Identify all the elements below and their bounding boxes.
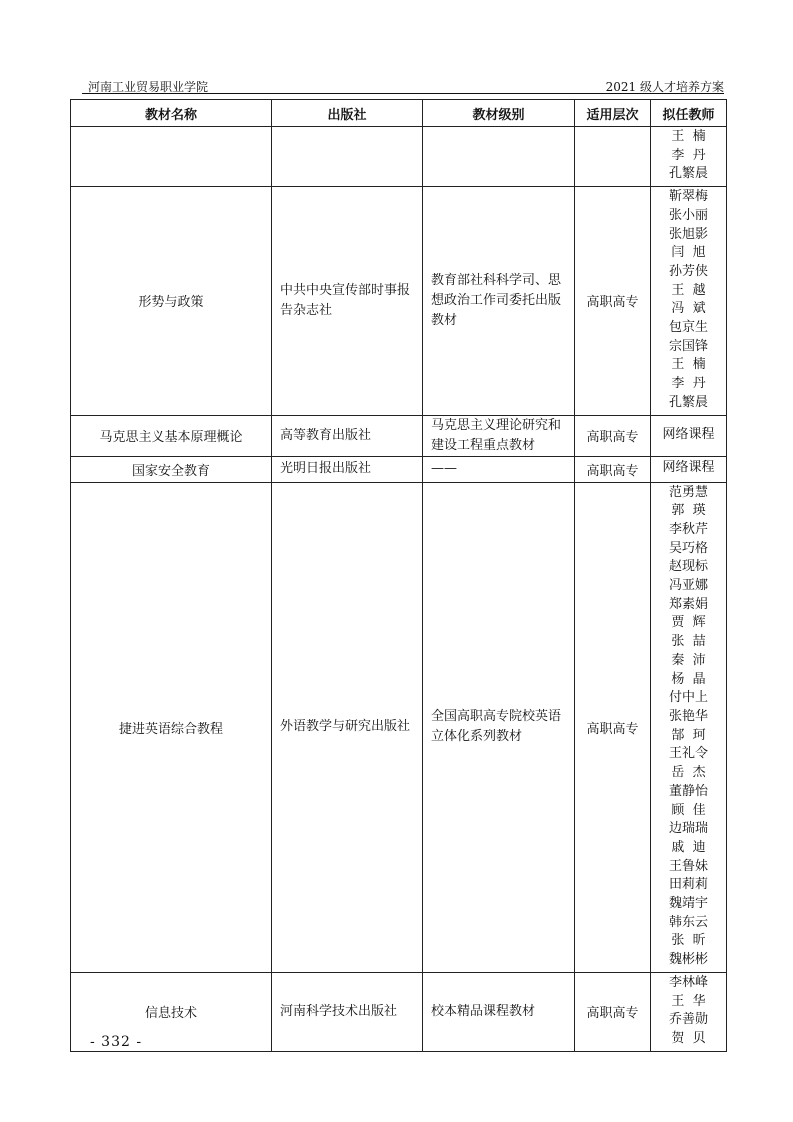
column-header-textbook-name: 教材名称 <box>71 100 272 127</box>
table-body <box>71 127 727 1052</box>
teacher-name: 李秋芹 <box>668 521 708 537</box>
teacher-name: 网络课程 <box>662 460 715 476</box>
cell-textbook-level <box>423 127 575 187</box>
teacher-name: 郜 珂 <box>671 727 706 743</box>
cell-applicable-level: 高职高专 <box>575 456 651 482</box>
cell-textbook-level: 马克思主义理论研究和建设工程重点教材 <box>423 415 575 456</box>
teacher-name: 冯 斌 <box>671 301 706 317</box>
cell-applicable-level: 高职高专 <box>575 482 651 972</box>
teacher-name: 吴巧格 <box>668 540 708 556</box>
cell-textbook-name <box>71 127 272 187</box>
teacher-name: 包京生 <box>668 320 708 336</box>
teacher-name: 李 丹 <box>671 147 706 163</box>
teacher-name: 戚 迪 <box>671 839 706 855</box>
cell-textbook-name: 捷进英语综合教程 <box>71 482 272 972</box>
cell-teachers <box>651 456 727 482</box>
teacher-name: 闫 旭 <box>671 245 706 261</box>
teacher-name: 张旭影 <box>668 226 708 242</box>
cell-publisher: 中共中央宣传部时事报告杂志社 <box>272 187 423 415</box>
teacher-name: 边瑞瑞 <box>668 821 708 837</box>
teacher-name: 田莉莉 <box>668 877 708 893</box>
teacher-name: 杨 晶 <box>671 671 706 687</box>
teacher-name: 王 越 <box>671 282 706 298</box>
teacher-name: 网络课程 <box>662 426 715 442</box>
cell-textbook-name: 国家安全教育 <box>71 456 272 482</box>
cell-teachers <box>651 415 727 456</box>
teacher-name: 冯亚娜 <box>668 578 708 594</box>
teacher-name: 范勇慧 <box>668 484 708 500</box>
column-header-textbook-level: 教材级别 <box>423 100 575 127</box>
cell-publisher: 高等教育出版社 <box>272 415 423 456</box>
teacher-name: 王鲁妹 <box>668 858 708 874</box>
cell-publisher: 光明日报出版社 <box>272 456 423 482</box>
teacher-name: 韩东云 <box>668 914 708 930</box>
teacher-name: 乔善勋 <box>668 1012 708 1028</box>
column-header-applicable-level: 适用层次 <box>575 100 651 127</box>
table-row <box>71 456 727 482</box>
cell-applicable-level: 高职高专 <box>575 972 651 1051</box>
teacher-name: 岳 杰 <box>671 765 706 781</box>
cell-textbook-name: 信息技术 <box>71 972 272 1051</box>
cell-applicable-level: 高职高专 <box>575 415 651 456</box>
document-title: 2021 级人才培养方案 <box>605 80 724 94</box>
teacher-name: 王 华 <box>671 993 706 1009</box>
teacher-name: 付中上 <box>668 690 708 706</box>
teacher-name: 魏彬彬 <box>668 952 708 968</box>
teacher-name: 李 丹 <box>671 376 706 392</box>
teacher-name: 秦 沛 <box>671 652 706 668</box>
teacher-name: 贾 辉 <box>671 615 706 631</box>
cell-textbook-level: —— <box>423 456 575 482</box>
teacher-name: 王 楠 <box>671 129 706 144</box>
teacher-name: 宗国锋 <box>668 338 708 354</box>
table-row <box>71 127 727 187</box>
cell-teachers <box>651 972 727 1051</box>
column-header-publisher: 出版社 <box>272 100 423 127</box>
table-header-row <box>71 100 727 127</box>
institution-name: 河南工业贸易职业学院 <box>88 80 209 94</box>
teacher-name: 顾 佳 <box>671 802 706 818</box>
table-row <box>71 482 727 972</box>
teacher-name: 张 昕 <box>671 933 706 949</box>
textbook-table <box>70 99 727 1052</box>
table-row <box>71 972 727 1051</box>
table-row <box>71 187 727 415</box>
header-rule <box>82 93 724 94</box>
teacher-name: 赵现标 <box>668 559 708 575</box>
teacher-name: 魏靖宇 <box>668 896 708 912</box>
cell-textbook-name: 马克思主义基本原理概论 <box>71 415 272 456</box>
cell-textbook-level: 教育部社科科学司、思想政治工作司委托出版教材 <box>423 187 575 415</box>
teacher-name: 王礼令 <box>668 746 708 762</box>
teacher-name: 李林峰 <box>668 974 708 990</box>
cell-textbook-name: 形势与政策 <box>71 187 272 415</box>
cell-publisher: 外语教学与研究出版社 <box>272 482 423 972</box>
teacher-name: 张艳华 <box>668 708 708 724</box>
cell-teachers <box>651 127 727 187</box>
cell-applicable-level: 高职高专 <box>575 187 651 415</box>
teacher-name: 郭 瑛 <box>671 503 706 519</box>
column-header-teachers: 拟任教师 <box>651 100 727 127</box>
cell-textbook-level: 校本精品课程教材 <box>423 972 575 1051</box>
page-number: - 332 - <box>90 1034 143 1050</box>
teacher-name: 王 楠 <box>671 357 706 373</box>
cell-textbook-level: 全国高职高专院校英语立体化系列教材 <box>423 482 575 972</box>
teacher-name: 董静怡 <box>668 783 708 799</box>
cell-teachers <box>651 482 727 972</box>
teacher-name: 孔繁晨 <box>668 394 708 410</box>
cell-publisher <box>272 127 423 187</box>
teacher-name: 张小丽 <box>668 207 708 223</box>
teacher-name: 贺 贝 <box>671 1030 706 1046</box>
teacher-name: 郑素娟 <box>668 596 708 612</box>
cell-publisher: 河南科学技术出版社 <box>272 972 423 1051</box>
teacher-name: 孔繁晨 <box>668 166 708 182</box>
cell-applicable-level <box>575 127 651 187</box>
teacher-name: 靳翠梅 <box>668 189 708 205</box>
teacher-name: 张 喆 <box>671 634 706 650</box>
cell-teachers <box>651 187 727 415</box>
teacher-name: 孙芳侠 <box>668 263 708 279</box>
table-row <box>71 415 727 456</box>
